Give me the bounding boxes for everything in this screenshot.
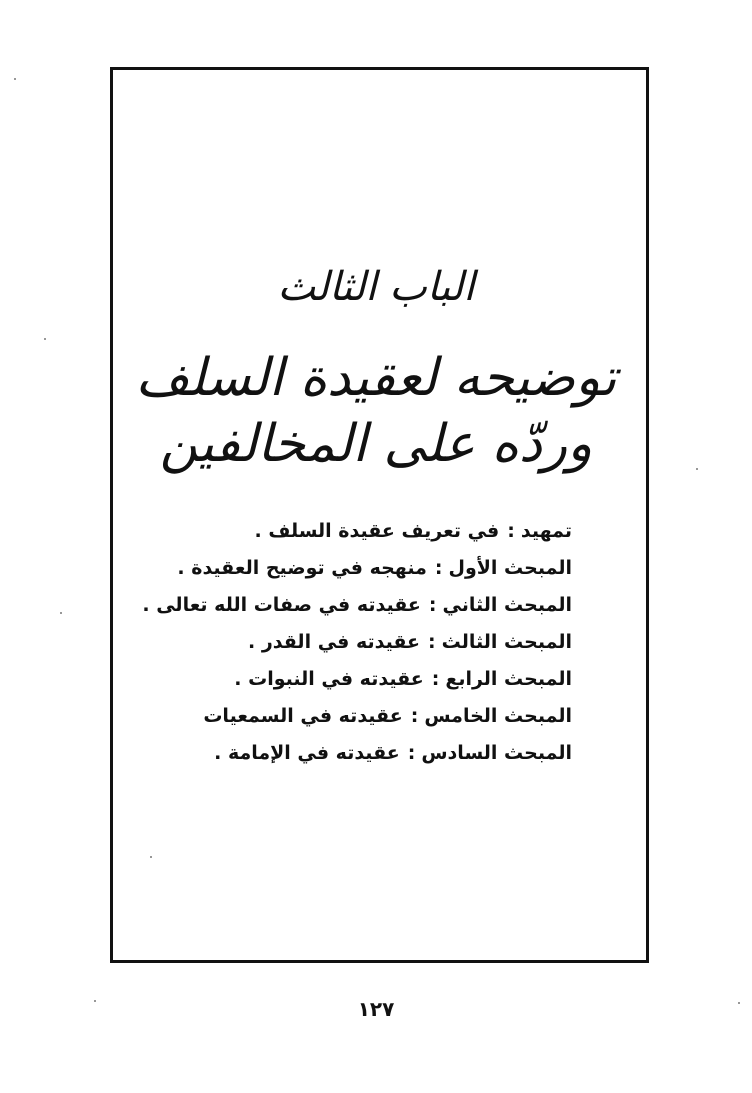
toc-entry-label: المبحث الأول — [448, 557, 572, 579]
chapter-title: الباب الثالث — [277, 264, 475, 310]
toc-entry-text: عقيدته في القدر . — [248, 631, 421, 653]
toc-entry-separator: : — [428, 631, 436, 653]
scan-speck — [150, 856, 152, 858]
toc-entry-section-5 — [172, 698, 572, 735]
scan-speck — [44, 338, 46, 340]
toc-entry-separator: : — [407, 742, 416, 764]
toc-entry-section-4 — [172, 661, 572, 698]
toc-entry-section-3 — [172, 624, 572, 661]
toc-entry-text: عقيدته في السمعيات — [203, 705, 403, 727]
toc-entry-text: عقيدته في النبوات . — [234, 668, 424, 690]
chapter-heading-line-2: وردّه على المخالفين — [159, 414, 593, 474]
chapter-heading — [0, 345, 752, 477]
toc-entry-separator: : — [428, 594, 437, 616]
toc-entry-separator: : — [434, 557, 443, 579]
toc-entry-separator: : — [507, 520, 515, 542]
scan-speck — [14, 78, 16, 80]
scan-speck — [94, 1000, 96, 1002]
toc-entry-section-6 — [172, 735, 572, 772]
chapter-heading-line-1: توضيحه لعقيدة السلف — [135, 348, 617, 408]
page-number: ١٢٧ — [357, 997, 395, 1021]
toc-entry-text: منهجه في توضيح العقيدة . — [177, 557, 427, 579]
table-of-contents — [142, 513, 572, 772]
toc-entry-text: في تعريف عقيدة السلف . — [254, 520, 500, 542]
scan-speck — [738, 1002, 740, 1004]
scan-speck — [696, 468, 698, 470]
toc-entry-separator: : — [431, 668, 440, 690]
toc-entry-label: المبحث السادس — [421, 742, 572, 764]
toc-entry-section-1 — [172, 550, 572, 587]
toc-entry-text: عقيدته في صفات الله تعالى . — [142, 594, 421, 616]
toc-entry-intro — [172, 513, 572, 550]
toc-entry-label: تمهيد — [520, 520, 572, 542]
toc-entry-section-2 — [142, 587, 572, 624]
scan-speck — [60, 612, 62, 614]
toc-entry-label: المبحث الثالث — [441, 631, 572, 653]
toc-entry-label: المبحث الخامس — [424, 705, 572, 727]
toc-entry-separator: : — [410, 705, 419, 727]
toc-entry-label: المبحث الثاني — [442, 594, 572, 616]
toc-entry-label: المبحث الرابع — [445, 668, 572, 690]
toc-entry-text: عقيدته في الإمامة . — [214, 742, 400, 764]
